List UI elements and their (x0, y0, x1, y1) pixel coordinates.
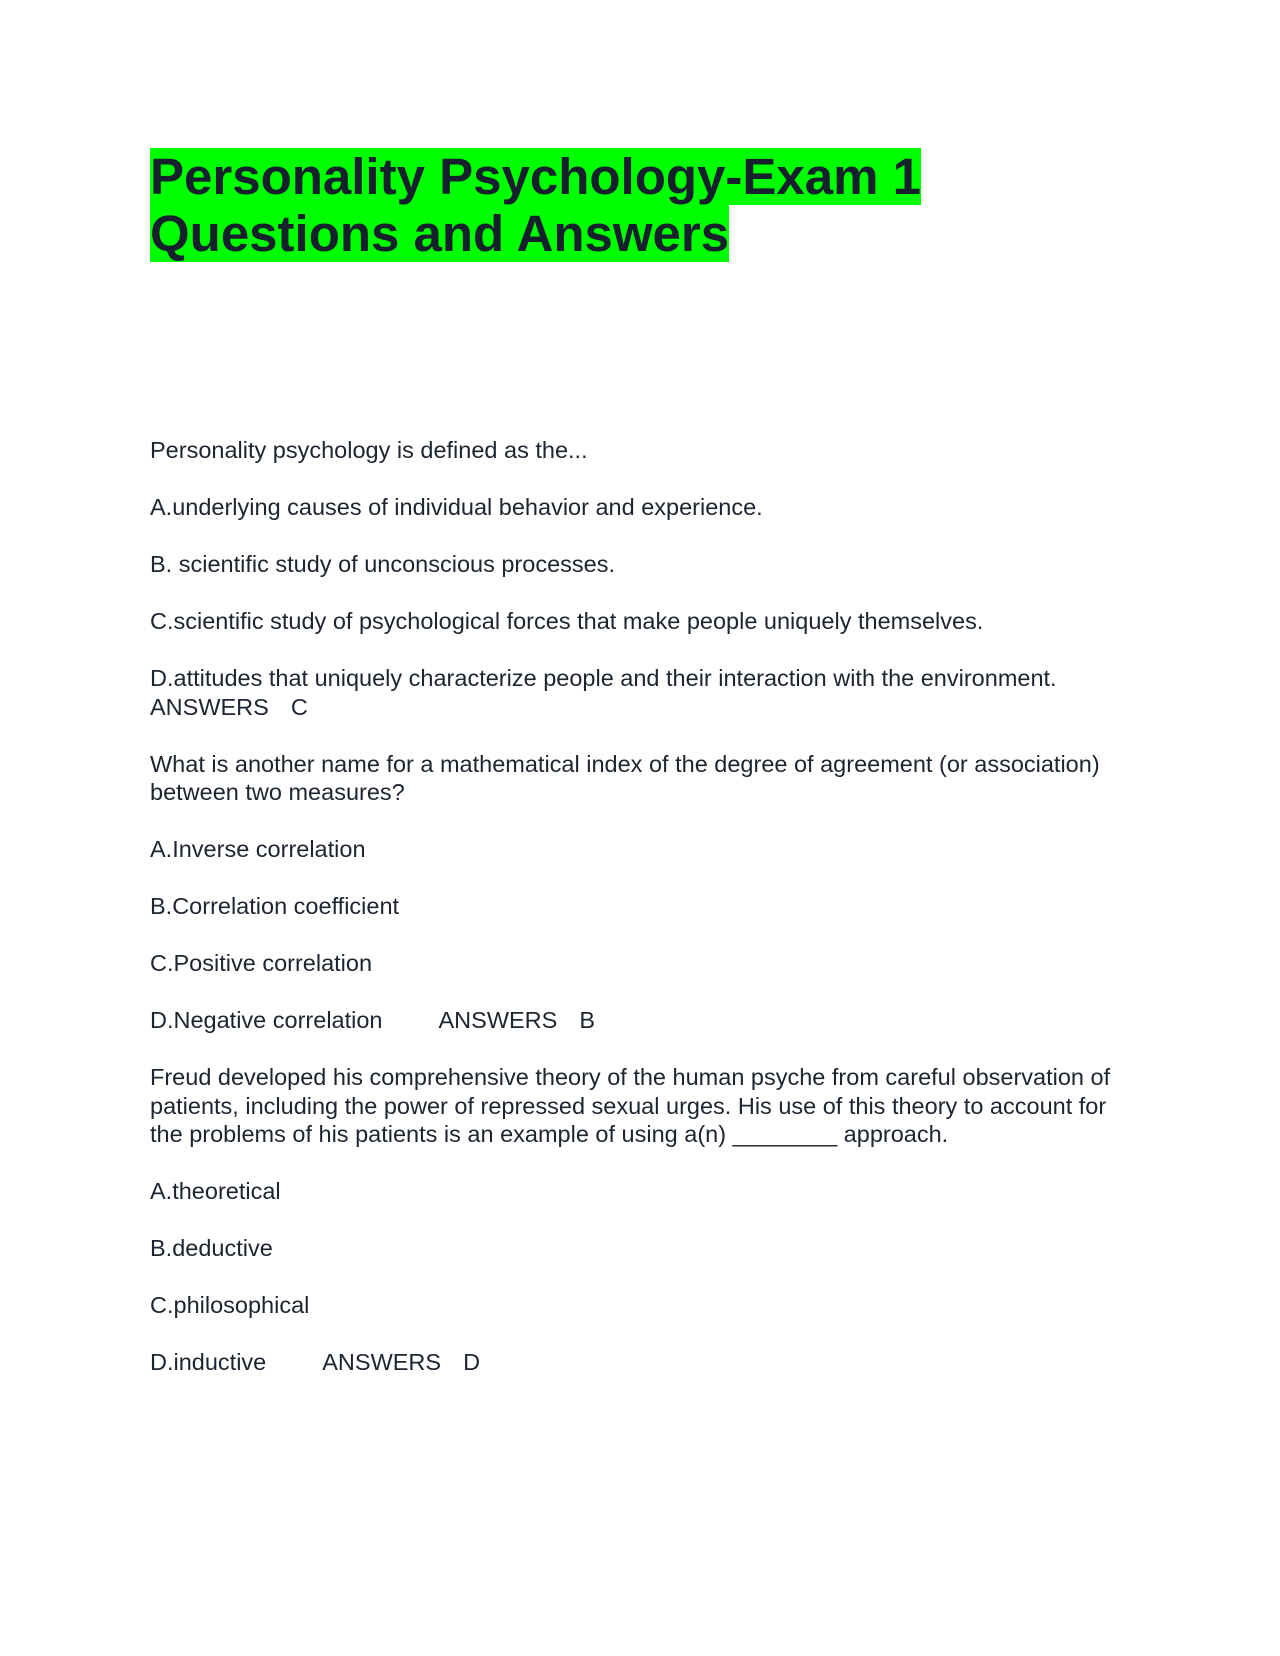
title-line-1: Personality Psychology-Exam 1 (150, 148, 921, 205)
answer-label: ANSWERS (150, 693, 269, 720)
question-2 (150, 750, 1140, 1035)
question-1 (150, 436, 1140, 721)
answer-letter: B (579, 1007, 596, 1033)
answer-label: ANSWERS (322, 1349, 442, 1375)
option-c: C.philosophical (150, 1292, 310, 1318)
option-d: D.attitudes that uniquely characterize people and their interaction with the environment. (150, 665, 1057, 691)
option-d-with-answer (150, 1006, 1140, 1035)
question-3 (150, 1063, 1140, 1377)
page-title (150, 148, 1140, 262)
answer-letter: D (463, 1349, 481, 1375)
option-b: B.Correlation coefficient (150, 893, 400, 919)
answer-label: ANSWERS (438, 1007, 558, 1033)
answer-letter: C (290, 693, 308, 720)
question-stem: What is another name for a mathematical index of the degree of agreement (or association) between two measures? (150, 750, 1107, 805)
option-d-with-answer (150, 1348, 1140, 1377)
option-b: B. scientific study of unconscious processes. (150, 551, 615, 577)
title-line-2: Questions and Answers (150, 205, 730, 262)
option-d: D.Negative correlation (150, 1007, 383, 1033)
questions-list (150, 436, 1140, 1405)
question-stem: Freud developed his comprehensive theory of the human psyche from careful observation of patients, including the power of repressed sexual urges. His use of this theory to account for the problems of his patients is an example of using a(n) ________ approach. (150, 1064, 1117, 1147)
option-b: B.deductive (150, 1235, 273, 1261)
question-stem: Personality psychology is defined as the... (150, 437, 588, 463)
option-a: A.theoretical (150, 1178, 281, 1204)
option-a: A.Inverse correlation (150, 836, 366, 862)
option-d: D.inductive (150, 1349, 267, 1375)
document-header (150, 148, 1140, 262)
option-c: C.Positive correlation (150, 950, 373, 976)
option-a: A.underlying causes of individual behavior and experience. (150, 494, 763, 520)
option-c: C.scientific study of psychological forces that make people uniquely themselves. (150, 608, 984, 634)
option-d-with-answer (150, 664, 1140, 721)
